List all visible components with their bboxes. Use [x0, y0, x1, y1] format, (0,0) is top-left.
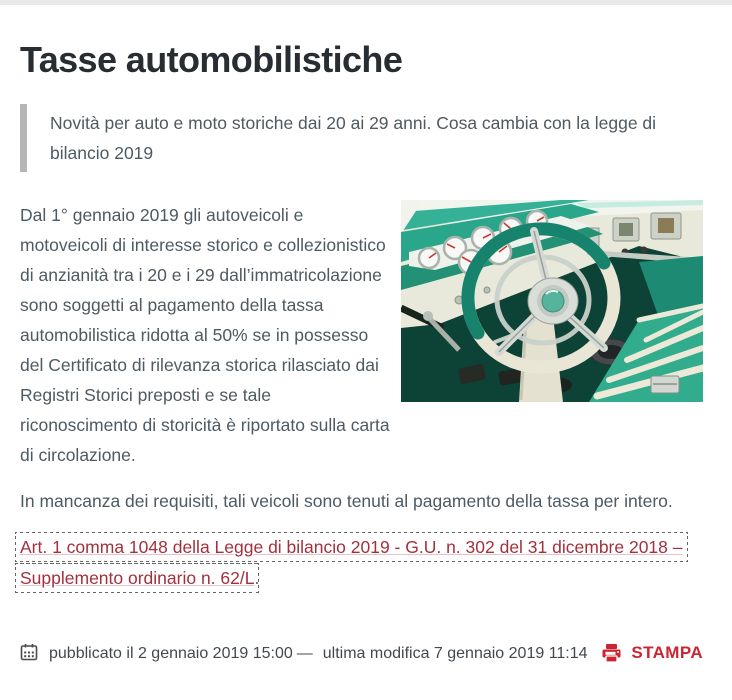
page-title: Tasse automobilistiche [20, 39, 403, 80]
calendar-icon [20, 643, 38, 661]
article-paragraph-2: In mancanza dei requisiti, tali veicoli sono tenuti al pagamento della tassa per intero. [20, 491, 673, 512]
law-suffix: . [254, 568, 260, 589]
print-label: STAMPA [631, 643, 703, 663]
lead-quote [20, 104, 703, 172]
law-reference [20, 532, 703, 594]
publish-info [20, 640, 588, 668]
article-footer [20, 640, 703, 668]
vintage-car-interior-image [401, 200, 703, 402]
article-paragraph: Dal 1° gennaio 2019 gli autoveicoli e motoveicoli di interesse storico e collezionistico di anzianità tra i 20 e i 29 dall’immatricolazione sono soggetti al pagamento della tassa automobilistica ridotta al 50% se in possesso del Certificato di rilevanza storica rilasciato dai Registri Storici preposti e se tale riconoscimento di storicità è riportato sulla carta di circolazione. [20, 205, 390, 466]
lead-text: Novità per auto e moto storiche dai 20 ai 29 anni. Cosa cambia con la legge di bilancio 2019 [50, 113, 657, 164]
published-date: pubblicato il 2 gennaio 2019 15:00 [49, 645, 293, 663]
article-container [0, 39, 732, 668]
print-button[interactable] [601, 643, 703, 663]
modified-date: ultima modifica 7 gennaio 2019 11:14 [322, 645, 588, 663]
dash-separator: — [296, 645, 313, 663]
content-row [20, 200, 703, 470]
law-link[interactable]: Art. 1 comma 1048 della Legge di bilancio 2019 - G.U. n. 302 del 31 dicembre 2018 – Supplemento ordinario n. 62/L [20, 537, 683, 589]
article-photo [401, 200, 703, 402]
top-border [0, 0, 732, 5]
printer-icon [601, 643, 622, 663]
